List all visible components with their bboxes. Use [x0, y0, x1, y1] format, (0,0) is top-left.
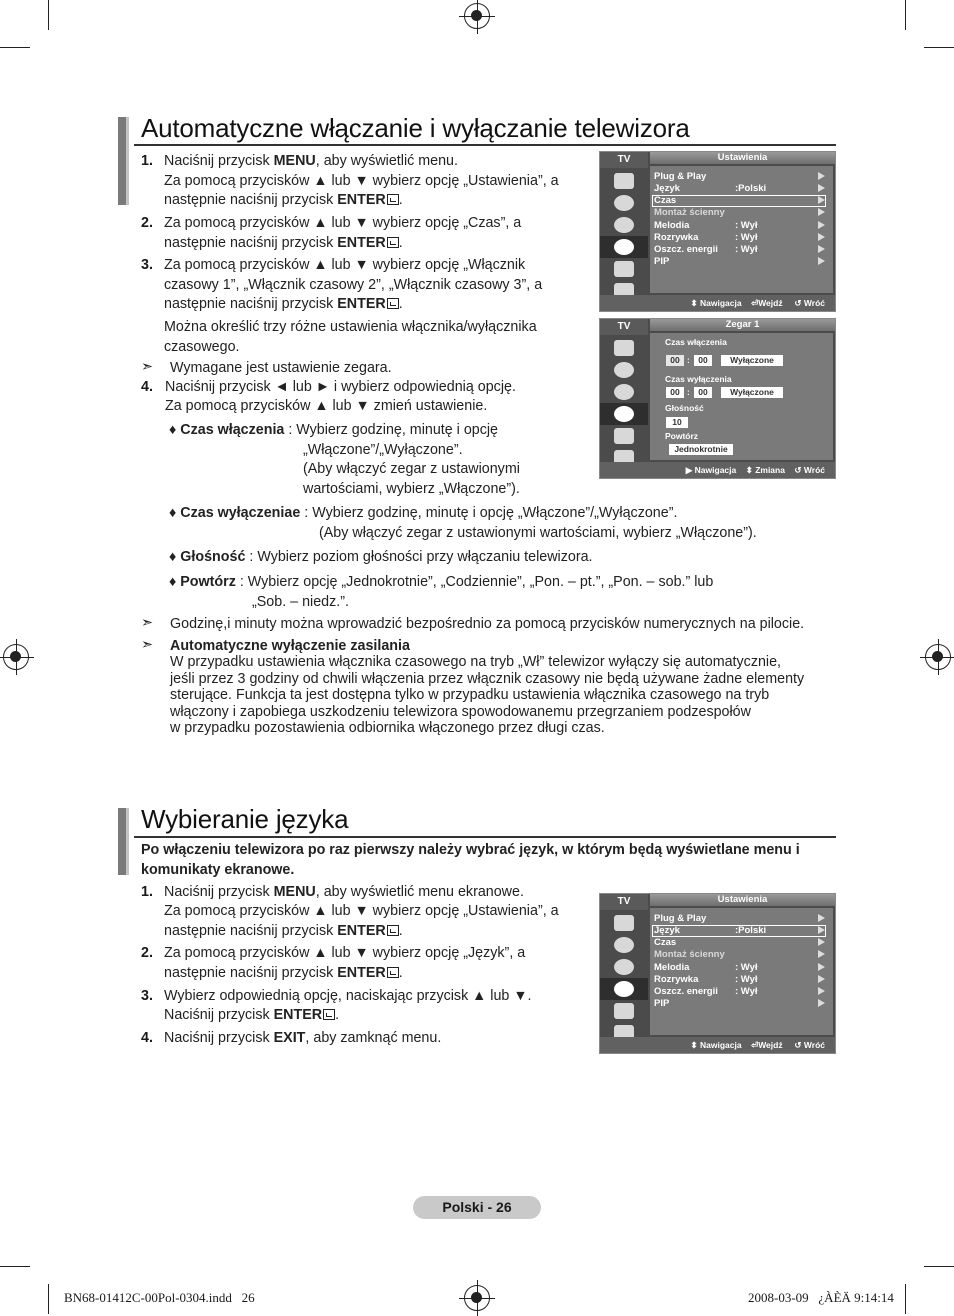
menu-sidebar [600, 168, 648, 296]
menu-item[interactable]: Montaż ścienny [654, 207, 725, 218]
registration-mark-icon [464, 3, 490, 29]
crop-mark [905, 0, 906, 30]
note-arrow-icon: ➣ [141, 359, 153, 375]
chevron-right-icon [818, 184, 825, 192]
crop-mark [48, 0, 49, 30]
menu-title: Zegar 1 [650, 319, 835, 331]
chevron-right-icon [818, 245, 825, 253]
paragraph: czasowego. [164, 339, 240, 355]
step-text: Za pomocą przycisków ▲ lub ▼ wybierz opcję „Ustawienia”, a [164, 903, 559, 919]
enter-icon [387, 237, 399, 248]
chevron-right-icon [818, 172, 825, 180]
note-arrow-icon: ➣ [141, 637, 153, 653]
enter-icon: ⏎ [751, 298, 759, 308]
menu-title: Ustawienia [650, 894, 835, 906]
tv-label: TV [600, 894, 648, 910]
channel-icon[interactable] [614, 959, 634, 975]
crop-mark [48, 1284, 49, 1314]
chevron-right-icon [818, 987, 825, 995]
return-icon: ↺ [794, 298, 804, 308]
note-title: Automatyczne wyłączenie zasilania [170, 638, 410, 654]
chevron-right-icon [818, 914, 825, 922]
menu-item[interactable]: Montaż ścienny [654, 949, 725, 960]
menu-item-value: :Polski [735, 183, 767, 194]
title-rule [134, 836, 836, 838]
hour-field[interactable]: 00 [666, 355, 684, 366]
intro-text: Po włączeniu telewizora po raz pierwszy należy wybrać język, w którym będą wyświetlane menu i [141, 842, 800, 858]
volume-field[interactable]: 10 [666, 417, 688, 428]
enter-icon: ⏎ [751, 1040, 759, 1050]
repeat-field[interactable]: Jednokrotnie [669, 444, 733, 455]
step-text: następnie naciśnij przycisk ENTER . [164, 235, 403, 251]
field-label: Głośność [665, 403, 704, 413]
bullet-text: „Włączone”/„Wyłączone”. [303, 442, 463, 458]
step-text: Za pomocą przycisków ▲ lub ▼ zmień ustawienie. [165, 398, 488, 414]
crop-mark [924, 47, 954, 48]
paragraph: Można określić trzy różne ustawienia włącznika/wyłącznika [164, 319, 537, 335]
menu-panel [650, 166, 833, 293]
bullet-item: ♦ Głośność : Wybierz poziom głośności przy włączaniu telewizora. [169, 549, 593, 565]
menu-item-value: : Wył [735, 974, 758, 985]
bullet-item: ♦ Powtórz : Wybierz opcję „Jednokrotnie”, „Codziennie”, „Pon. – pt.”, „Pon. – sob.” lub [169, 574, 714, 590]
enter-icon [387, 298, 399, 309]
picture-icon[interactable] [614, 340, 634, 356]
step-text: następnie naciśnij przycisk ENTER . [164, 296, 403, 312]
menu-item-value: : Wył [735, 232, 758, 243]
menu-item[interactable]: Język [654, 925, 680, 936]
enter-icon [387, 967, 399, 978]
step-text: Za pomocą przycisków ▲ lub ▼ wybierz opcję „Ustawienia”, a [164, 173, 559, 189]
registration-mark-icon [464, 1285, 490, 1311]
right-arrow-icon: ▶ [685, 465, 695, 475]
menu-item[interactable]: Oszcz. energii [654, 986, 718, 997]
chevron-right-icon [818, 208, 825, 216]
sound-icon[interactable] [614, 362, 634, 378]
step-number: 3. [141, 988, 153, 1004]
time-separator: : [687, 387, 690, 397]
chevron-right-icon [818, 257, 825, 265]
menu-item[interactable]: Plug & Play [654, 171, 707, 182]
navigate-icon: ⬍ [690, 298, 701, 308]
chevron-right-icon [818, 926, 825, 934]
bullet-text: (Aby włączyć zegar z ustawionymi wartościami, wybierz „Włączone”). [319, 525, 757, 541]
return-icon: ↺ [794, 1040, 804, 1050]
input-icon[interactable] [614, 1003, 634, 1019]
chevron-right-icon [818, 233, 825, 241]
print-date: 2008-03-09 ¿ÀÈÄ 9:14:14 [748, 1290, 894, 1305]
field-label: Czas wyłączenia [665, 374, 732, 384]
menu-footer: ⬍ Nawigacja ⏎Wejdź ↺ Wróć [600, 295, 835, 311]
note-text: sterujące. Funkcja ta jest dostępna tylko w przypadku ustawienia włącznika czasowego na tryb [170, 687, 770, 703]
menu-item-value: : Wył [735, 962, 758, 973]
crop-mark [0, 1266, 30, 1267]
state-field[interactable]: Wyłączone [721, 355, 783, 366]
chevron-right-icon [818, 221, 825, 229]
section-bar [118, 808, 129, 875]
step-text: Za pomocą przycisków ▲ lub ▼ wybierz opcję „Język”, a [164, 945, 526, 961]
hour-field[interactable]: 00 [666, 387, 684, 398]
step-text: następnie naciśnij przycisk ENTER . [164, 965, 403, 981]
bullet-item: ♦ Czas wyłączeniae : Wybierz godzinę, minutę i opcję „Włączone”/„Wyłączone”. [169, 505, 678, 521]
menu-item[interactable]: Oszcz. energii [654, 244, 718, 255]
chevron-right-icon [818, 950, 825, 958]
crop-mark [924, 1266, 954, 1267]
step-number: 1. [141, 884, 153, 900]
chevron-right-icon [818, 963, 825, 971]
chevron-right-icon [818, 938, 825, 946]
note-text: Godzinę,i minuty można wprowadzić bezpośrednio za pomocą przycisków numerycznych na pilocie. [170, 616, 805, 632]
menu-item[interactable]: Melodia [654, 220, 690, 231]
field-label: Czas włączenia [665, 337, 727, 347]
menu-item[interactable]: Język [654, 183, 680, 194]
menu-item-value: : Wył [735, 220, 758, 231]
minute-field[interactable]: 00 [694, 355, 712, 366]
step-number: 1. [141, 153, 153, 169]
section-title: Wybieranie języka [141, 804, 349, 834]
step-number: 2. [141, 945, 153, 961]
note-text: włączony i zapobiega uszkodzeniu telewizora spowodowanemu przegrzaniem podzespołów [170, 704, 751, 720]
step-text: Za pomocą przycisków ▲ lub ▼ wybierz opcję „Włącznik [164, 257, 526, 273]
field-label: Powtórz [665, 431, 699, 441]
crop-mark [0, 47, 30, 48]
selection-highlight [652, 195, 826, 207]
setup-gear-icon[interactable] [614, 239, 634, 255]
picture-icon[interactable] [614, 173, 634, 189]
note-text: W przypadku ustawienia włącznika czasowego na tryb „Wł” telewizor wyłączy się automatycznie, [170, 654, 782, 670]
minute-field[interactable]: 00 [694, 387, 712, 398]
step-text: Naciśnij przycisk ◄ lub ► i wybierz odpowiednią opcję. [165, 379, 516, 395]
time-separator: : [687, 355, 690, 365]
menu-item[interactable]: Rozrywka [654, 974, 699, 985]
channel-icon[interactable] [614, 217, 634, 233]
file-info: BN68-01412C-00Pol-0304.indd 26 [64, 1290, 255, 1305]
return-icon: ↺ [794, 465, 804, 475]
tv-menu-language [599, 893, 836, 1054]
state-field[interactable]: Wyłączone [721, 387, 783, 398]
menu-footer: ▶ Nawigacja ⬍ Zmiana ↺ Wróć [600, 462, 835, 478]
menu-item[interactable]: Rozrywka [654, 232, 699, 243]
input-icon[interactable] [614, 261, 634, 277]
step-text: Naciśnij przycisk MENU, aby wyświetlić menu. [164, 153, 458, 169]
step-text: następnie naciśnij przycisk ENTER . [164, 923, 403, 939]
menu-item-value: : Wył [735, 244, 758, 255]
tv-label: TV [600, 319, 648, 335]
chevron-right-icon [818, 999, 825, 1007]
setup-gear-icon[interactable] [614, 406, 634, 422]
bullet-text: „Sob. – niedz.”. [252, 594, 349, 610]
tv-menu-timer [599, 318, 836, 479]
navigate-icon: ⬍ [690, 1040, 701, 1050]
menu-panel [650, 908, 833, 1035]
input-icon[interactable] [614, 428, 634, 444]
note-text: jeśli przez 3 godziny od chwili włączenia przez włącznik czasowy nie będą używane żadne elementy [170, 671, 805, 687]
menu-item[interactable]: Czas [654, 937, 677, 948]
chevron-right-icon [818, 196, 825, 204]
menu-item[interactable]: Czas [654, 195, 677, 206]
picture-icon[interactable] [614, 915, 634, 931]
menu-item[interactable]: PIP [654, 256, 670, 267]
section-title: Automatyczne włączanie i wyłączanie telewizora [141, 113, 690, 143]
bullet-item: ♦ Czas włączenia : Wybierz godzinę, minutę i opcję [169, 422, 499, 438]
step-number: 4. [141, 1030, 153, 1046]
bullet-text: (Aby włączyć zegar z ustawionymi [303, 461, 520, 477]
updown-icon: ⬍ [745, 465, 756, 475]
menu-sidebar [600, 910, 648, 1038]
channel-icon[interactable] [614, 384, 634, 400]
step-number: 4. [141, 379, 153, 395]
sound-icon[interactable] [614, 195, 634, 211]
enter-icon [387, 925, 399, 936]
menu-item-value: : Wył [735, 986, 758, 997]
step-text: następnie naciśnij przycisk ENTER . [164, 192, 403, 208]
step-number: 2. [141, 215, 153, 231]
step-number: 3. [141, 257, 153, 273]
step-text: Wybierz odpowiednią opcję, naciskając przycisk ▲ lub ▼. [164, 988, 532, 1004]
title-rule [134, 144, 836, 146]
note-arrow-icon: ➣ [141, 615, 153, 631]
page-number-badge: Polski - 26 [413, 1196, 541, 1219]
step-text: czasowy 1”, „Włącznik czasowy 2”, „Włącznik czasowy 3”, a [164, 277, 543, 293]
step-text: Naciśnij przycisk MENU, aby wyświetlić menu ekranowe. [164, 884, 524, 900]
step-text: Za pomocą przycisków ▲ lub ▼ wybierz opcję „Czas”, a [164, 215, 522, 231]
setup-gear-icon[interactable] [614, 981, 634, 997]
tv-label: TV [600, 152, 648, 168]
chevron-right-icon [818, 975, 825, 983]
enter-icon [387, 194, 399, 205]
crop-mark [905, 1284, 906, 1314]
menu-sidebar [600, 335, 648, 463]
menu-item[interactable]: PIP [654, 998, 670, 1009]
step-text: Naciśnij przycisk EXIT, aby zamknąć menu. [164, 1030, 442, 1046]
sound-icon[interactable] [614, 937, 634, 953]
menu-title: Ustawienia [650, 152, 835, 164]
intro-text: komunikaty ekranowe. [141, 862, 295, 878]
menu-item[interactable]: Melodia [654, 962, 690, 973]
note-text: w przypadku pozostawienia odbiornika włączonego przez długi czas. [170, 720, 605, 736]
enter-icon [323, 1009, 335, 1020]
step-text: Naciśnij przycisk ENTER . [164, 1007, 340, 1023]
bullet-text: wartościami, wybierz „Włączone”). [303, 481, 520, 497]
section-bar [118, 117, 129, 205]
menu-footer: ⬍ Nawigacja ⏎Wejdź ↺ Wróć [600, 1037, 835, 1053]
registration-mark-icon [3, 644, 29, 670]
menu-item[interactable]: Plug & Play [654, 913, 707, 924]
menu-item-value: :Polski [735, 925, 767, 936]
registration-mark-icon [925, 644, 951, 670]
tv-menu-setup [599, 151, 836, 312]
menu-panel [650, 333, 833, 460]
note-text: Wymagane jest ustawienie zegara. [170, 360, 392, 376]
